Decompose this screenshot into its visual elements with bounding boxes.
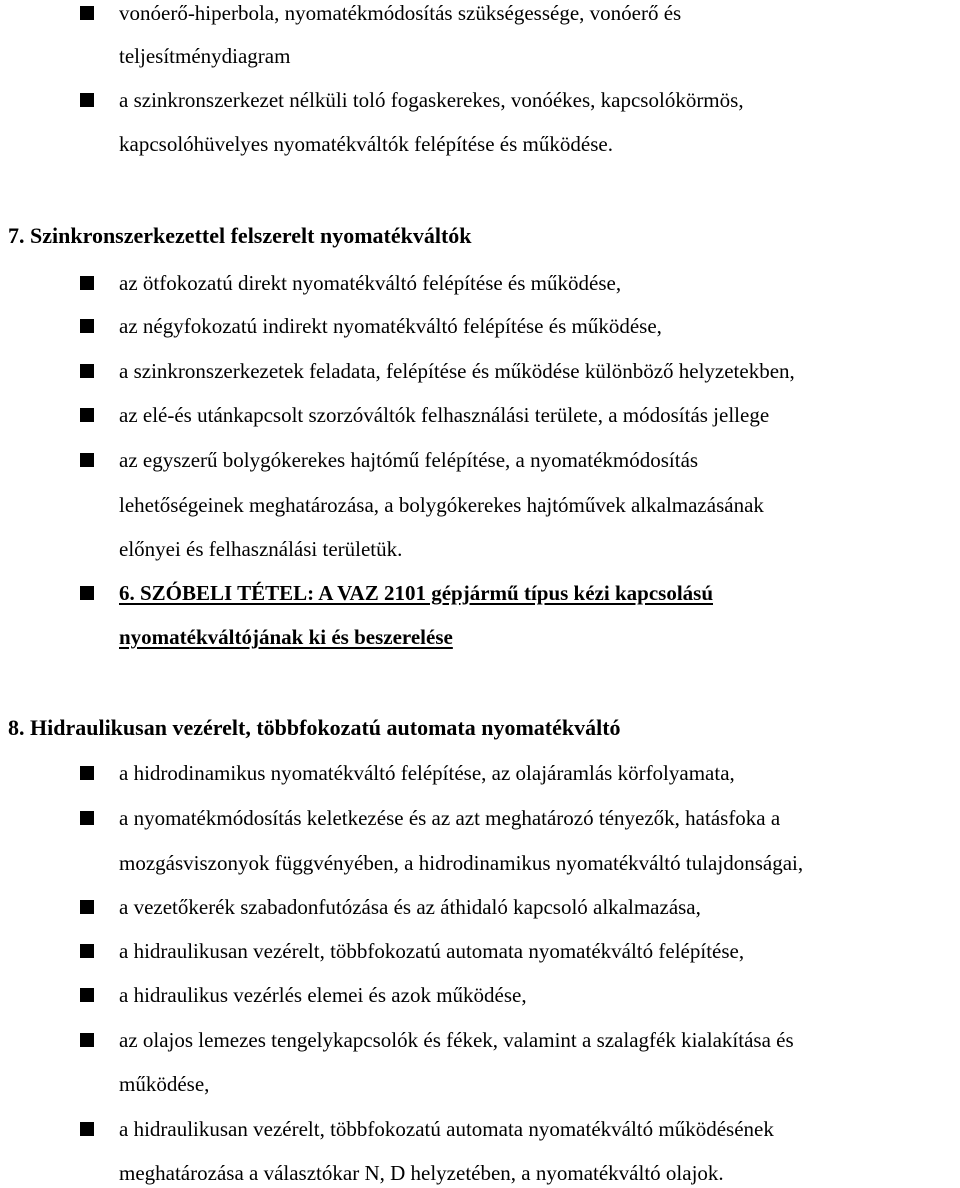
section-heading: 8. Hidraulikusan vezérelt, többfokozatú automata nyomatékváltó xyxy=(8,715,621,740)
bullet-square-icon xyxy=(80,319,94,333)
bullet-square-icon xyxy=(80,766,94,780)
bullet-square-icon xyxy=(80,453,94,467)
bullet-square-icon xyxy=(80,1122,94,1136)
list-item-line: az elé-és utánkapcsolt szorzóváltók felhasználási területe, a módosítás jellege xyxy=(119,403,770,427)
bullet-square-icon xyxy=(80,586,94,600)
list-item-line: a hidraulikusan vezérelt, többfokozatú automata nyomatékváltó felépítése, xyxy=(119,939,745,963)
bullet-square-icon xyxy=(80,900,94,914)
list-item-line: az olajos lemezes tengelykapcsolók és fékek, valamint a szalagfék kialakítása és xyxy=(119,1028,794,1052)
list-item-line: a vezetőkerék szabadonfutózása és az áthidaló kapcsoló alkalmazása, xyxy=(119,895,701,919)
section-heading: 7. Szinkronszerkezettel felszerelt nyomatékváltók xyxy=(8,223,472,248)
oral-exam-title: 6. SZÓBELI TÉTEL: A VAZ 2101 gépjármű típus kézi kapcsolású xyxy=(119,581,713,605)
list-item-line: teljesítménydiagram xyxy=(119,44,291,68)
list-item-line: a szinkronszerkezetek feladata, felépítése és működése különböző helyzetekben, xyxy=(119,359,795,383)
list-item-line: a hidraulikusan vezérelt, többfokozatú automata nyomatékváltó működésének xyxy=(119,1117,774,1141)
bullet-square-icon xyxy=(80,1033,94,1047)
list-item-line: a hidraulikus vezérlés elemei és azok működése, xyxy=(119,983,527,1007)
list-item-line: az négyfokozatú indirekt nyomatékváltó felépítése és működése, xyxy=(119,314,662,338)
list-item-line: meghatározása a választókar N, D helyzetében, a nyomatékváltó olajok. xyxy=(119,1161,724,1185)
list-item-line: a nyomatékmódosítás keletkezése és az azt meghatározó tényezők, hatásfoka a xyxy=(119,806,781,830)
list-item-line: lehetőségeinek meghatározása, a bolygókerekes hajtóművek alkalmazásának xyxy=(119,493,764,517)
list-item-line: kapcsolóhüvelyes nyomatékváltók felépítése és működése. xyxy=(119,132,613,156)
bullet-square-icon xyxy=(80,944,94,958)
bullet-square-icon xyxy=(80,364,94,378)
list-item-line: vonóerő-hiperbola, nyomatékmódosítás szükségessége, vonóerő és xyxy=(119,1,682,25)
list-item-line: működése, xyxy=(119,1072,210,1096)
bullet-square-icon xyxy=(80,408,94,422)
list-item-line: mozgásviszonyok függvényében, a hidrodinamikus nyomatékváltó tulajdonságai, xyxy=(119,851,804,875)
list-item-line: a szinkronszerkezet nélküli toló fogaskerekes, vonóékes, kapcsolókörmös, xyxy=(119,88,744,112)
bullet-square-icon xyxy=(80,811,94,825)
list-item-line: előnyei és felhasználási területük. xyxy=(119,537,403,561)
bullet-square-icon xyxy=(80,988,94,1002)
oral-exam-title: nyomatékváltójának ki és beszerelése xyxy=(119,625,453,649)
bullet-square-icon xyxy=(80,6,94,20)
list-item-line: az egyszerű bolygókerekes hajtómű felépítése, a nyomatékmódosítás xyxy=(119,448,699,472)
list-item-line: az ötfokozatú direkt nyomatékváltó felépítése és működése, xyxy=(119,271,622,295)
bullet-square-icon xyxy=(80,93,94,107)
list-item-line: a hidrodinamikus nyomatékváltó felépítése, az olajáramlás körfolyamata, xyxy=(119,761,735,785)
bullet-square-icon xyxy=(80,276,94,290)
